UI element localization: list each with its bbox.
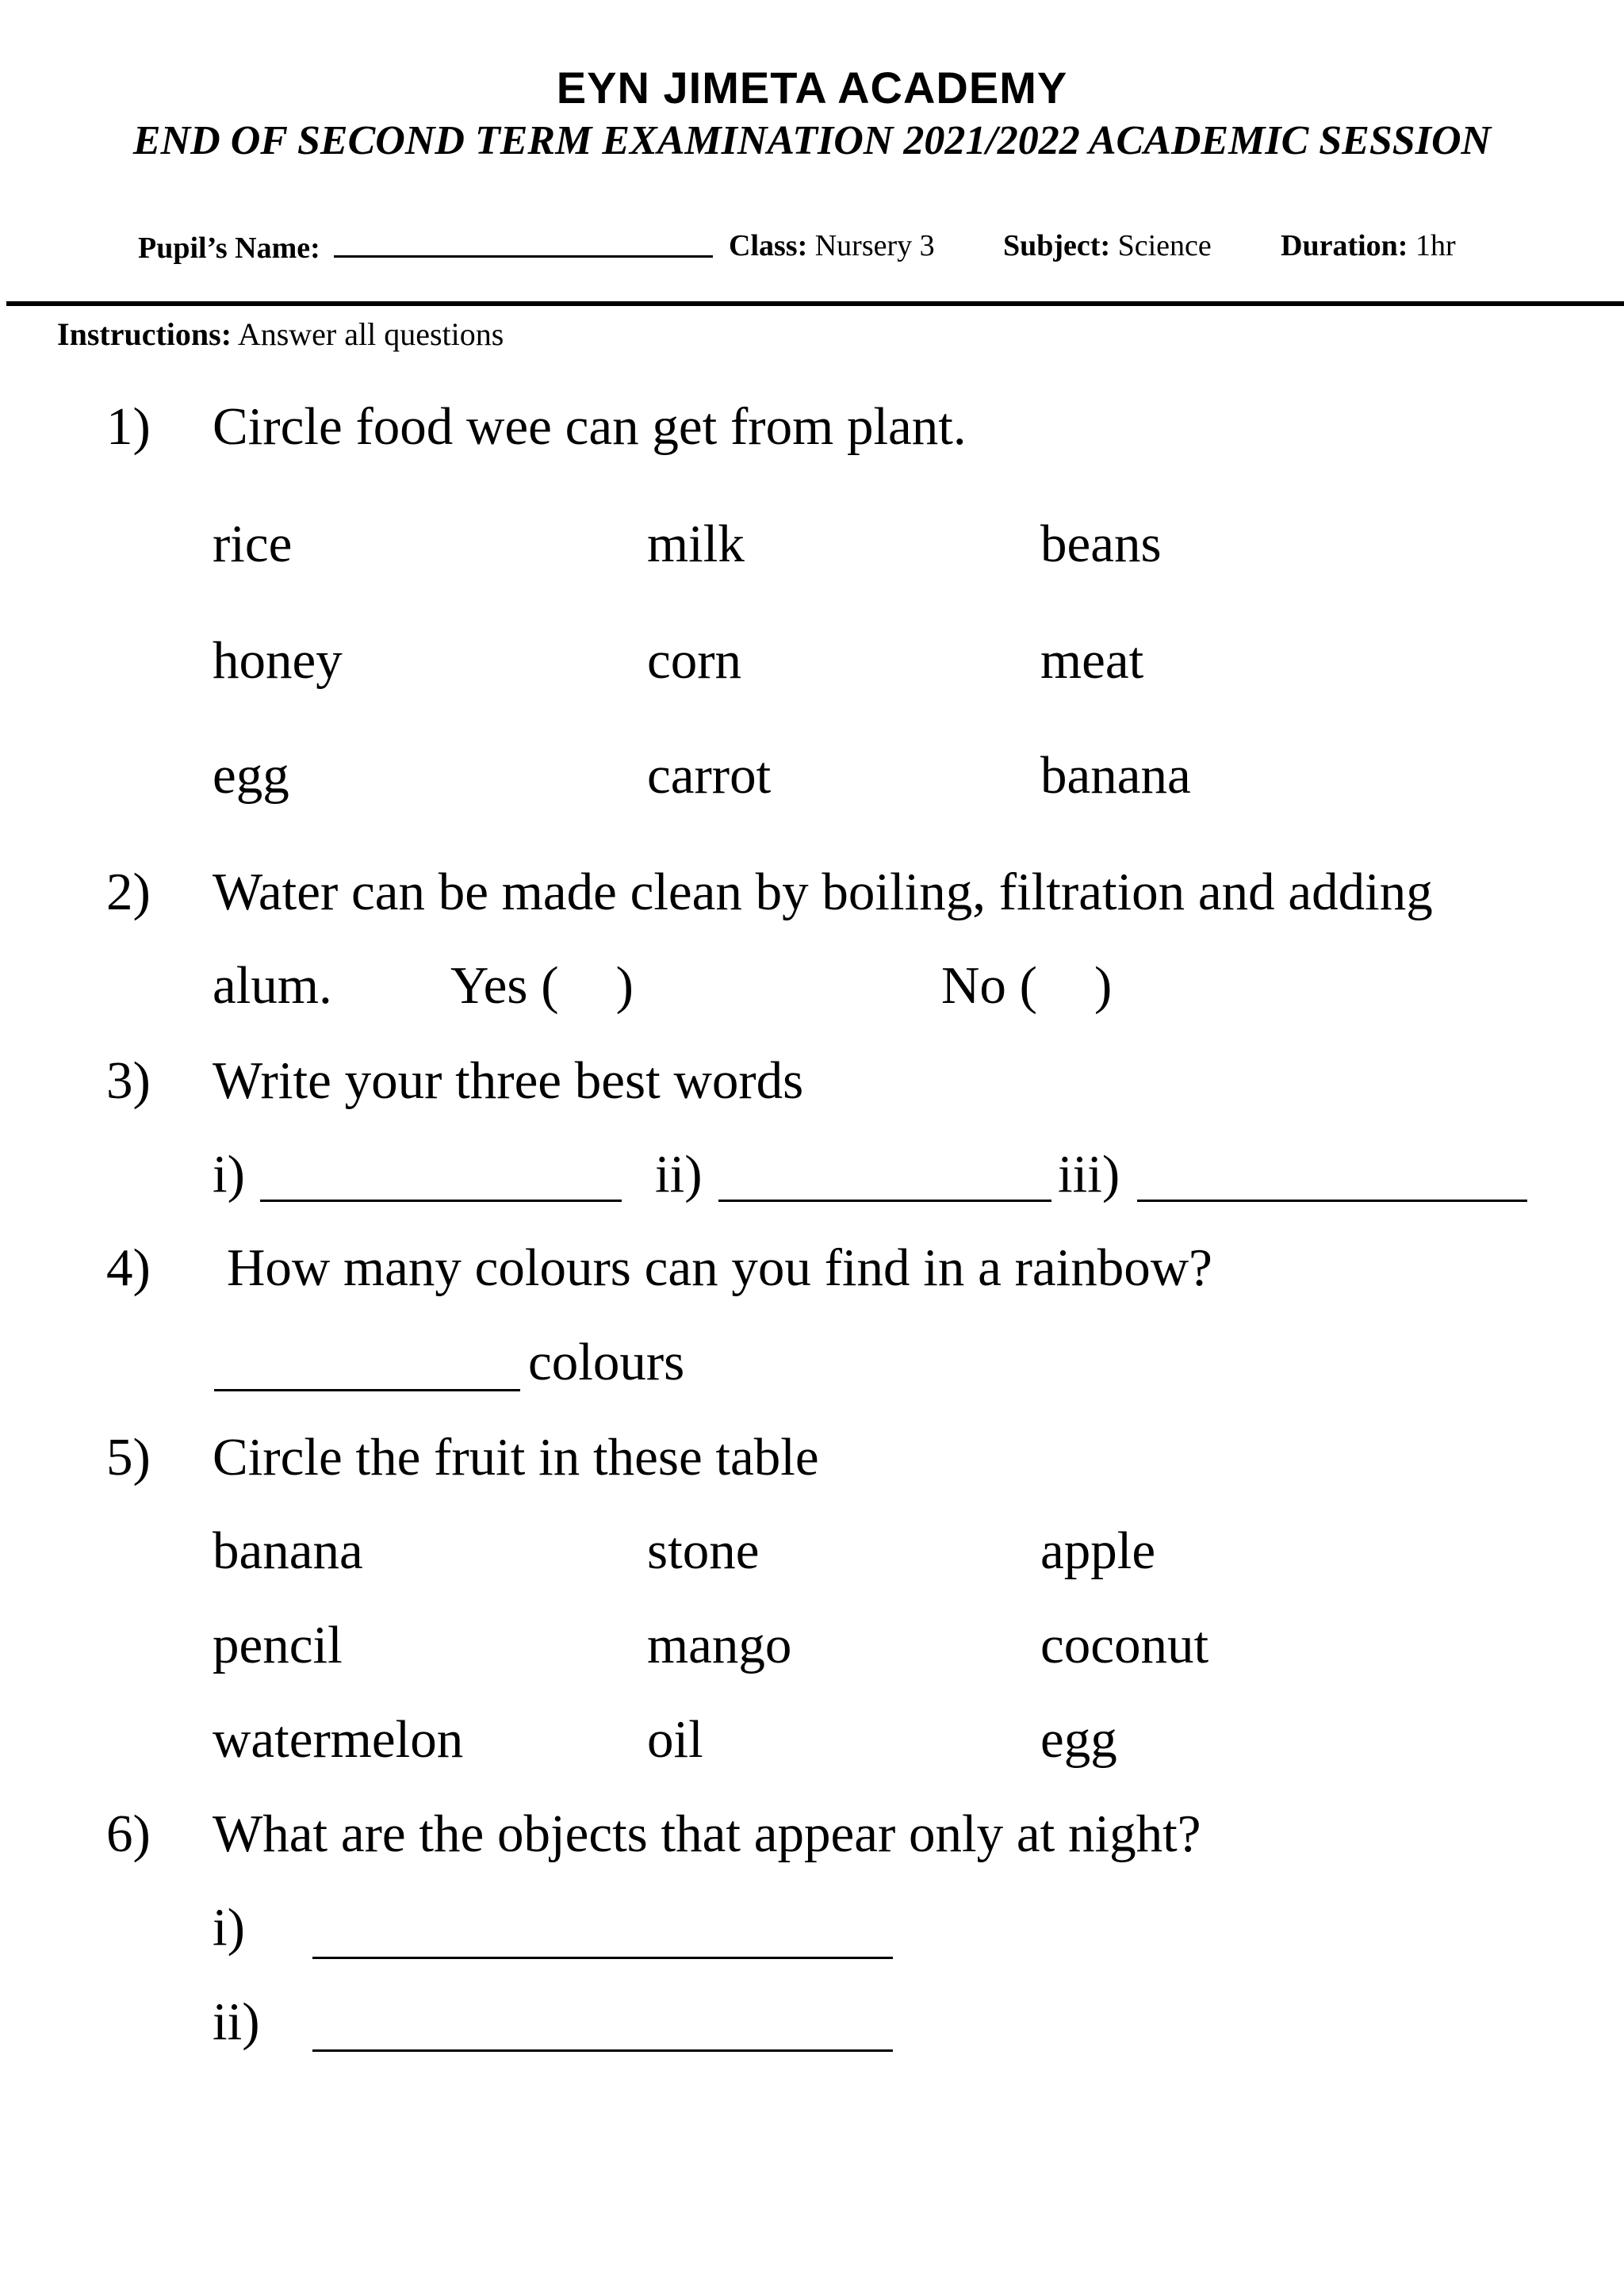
q1-option-milk[interactable]: milk [647,515,745,573]
q5-option-watermelon[interactable]: watermelon [213,1710,464,1769]
pupil-name-label: Pupil’s Name: [138,232,320,265]
q3-label-iii: iii) [1058,1145,1120,1203]
q5-option-coconut[interactable]: coconut [1040,1616,1209,1674]
q1-option-egg[interactable]: egg [213,746,289,805]
q2-yes-label: Yes ( [450,956,559,1015]
q6-answer-blank-i[interactable] [312,1957,893,1959]
q5-option-mango[interactable]: mango [647,1616,792,1674]
q1-option-carrot[interactable]: carrot [647,746,772,805]
instructions-text: Answer all questions [237,316,504,352]
duration-field [1281,228,1456,263]
q2-yes-option[interactable] [450,955,634,1016]
subject-label: Subject: [1003,229,1111,262]
duration-label: Duration: [1281,229,1408,262]
q5-option-pencil[interactable]: pencil [213,1616,343,1674]
q2-no-close: ) [1094,956,1113,1015]
q1-option-banana[interactable]: banana [1040,746,1191,805]
question-4-text: How many colours can you find in a rainbow? [227,1238,1212,1297]
exam-title: END OF SECOND TERM EXAMINATION 2021/2022 ACADEMIC SESSION [132,118,1492,163]
question-3-text: Write your three best words [213,1051,804,1110]
q5-option-egg[interactable]: egg [1040,1710,1117,1769]
school-name: EYN JIMETA ACADEMY [556,63,1068,113]
class-label: Class: [729,229,808,262]
q3-answer-blank-ii[interactable] [718,1200,1051,1202]
class-field [729,228,935,263]
q6-label-i: i) [213,1898,245,1957]
q2-no-label: No ( [941,956,1037,1015]
duration-value: 1hr [1415,229,1456,262]
subject-value: Science [1117,229,1212,262]
question-5-text: Circle the fruit in these table [213,1428,819,1487]
q1-option-beans[interactable]: beans [1040,515,1162,573]
instructions-label: Instructions: [57,316,232,352]
q3-answer-blank-i[interactable] [260,1200,622,1202]
q3-answer-blank-iii[interactable] [1137,1200,1527,1202]
question-6-number: 6) [106,1804,151,1863]
q5-option-apple[interactable]: apple [1040,1521,1156,1580]
q1-option-meat[interactable]: meat [1040,631,1144,690]
question-5-number: 5) [106,1428,151,1487]
q5-option-banana[interactable]: banana [213,1521,363,1580]
question-1-number: 1) [106,397,151,456]
q5-option-oil[interactable]: oil [647,1710,703,1769]
header-divider [6,301,1624,306]
q6-label-ii: ii) [213,1992,260,2051]
question-2-number: 2) [106,863,151,921]
question-2-text-continued: alum. [213,956,332,1015]
q6-answer-blank-ii[interactable] [312,2049,893,2052]
q3-label-ii: ii) [655,1145,703,1203]
class-value: Nursery 3 [814,229,935,262]
question-4-number: 4) [106,1238,151,1297]
q2-no-option[interactable] [941,955,1112,1016]
q5-option-stone[interactable]: stone [647,1521,760,1580]
q1-option-corn[interactable]: corn [647,631,742,690]
question-6-text: What are the objects that appear only at night? [213,1804,1201,1863]
q1-option-honey[interactable]: honey [213,631,343,690]
q1-option-rice[interactable]: rice [213,515,293,573]
q3-label-i: i) [213,1145,245,1203]
pupil-name-field [138,228,713,266]
q4-suffix: colours [528,1333,685,1391]
question-3-number: 3) [106,1051,151,1110]
question-1-text: Circle food wee can get from plant. [213,397,967,456]
subject-field [1003,228,1212,263]
q4-answer-blank[interactable] [214,1389,520,1391]
pupil-name-blank[interactable] [334,228,713,258]
q2-yes-close: ) [615,956,634,1015]
instructions [57,316,504,353]
question-2-text: Water can be made clean by boiling, filtration and adding [213,863,1433,921]
